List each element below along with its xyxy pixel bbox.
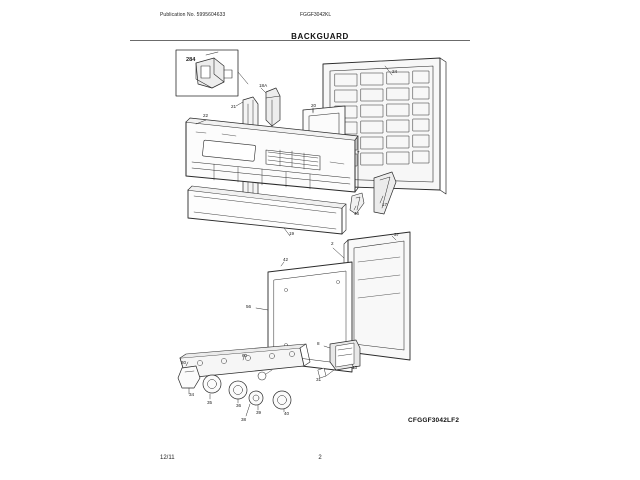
callout-39: 39 xyxy=(256,410,262,415)
callout-37: 37 xyxy=(394,232,400,237)
callout-7: 7 xyxy=(357,150,360,155)
callout-33: 33 xyxy=(352,365,358,370)
diagram-code: CFGGF3042LF2 xyxy=(408,417,460,424)
callout-34: 34 xyxy=(189,392,195,397)
callout-24: 24 xyxy=(392,69,398,74)
callout-60: 60 xyxy=(242,353,248,358)
publication-number: Publication No. 5995604633 xyxy=(160,12,226,18)
callout-36: 36 xyxy=(236,403,242,408)
model-number: FGGF3042KL xyxy=(300,12,332,18)
callout-19: 19 xyxy=(289,231,295,236)
callout-31: 31 xyxy=(316,377,322,382)
callout-2: 2 xyxy=(331,241,334,246)
callout-17: 17 xyxy=(382,202,388,207)
footer-page-number: 2 xyxy=(318,455,322,461)
footer-date: 12/11 xyxy=(160,455,175,461)
callout-38: 38 xyxy=(241,417,247,422)
callout-46: 46 xyxy=(354,211,360,216)
callout-35: 35 xyxy=(207,400,213,405)
callout-30: 30 xyxy=(181,360,187,365)
callout-18A: 18A xyxy=(259,83,268,88)
callout-284: 284 xyxy=(186,57,196,63)
callout-56: 56 xyxy=(246,304,252,309)
callout-40: 40 xyxy=(284,411,290,416)
callout-8: 8 xyxy=(317,341,320,346)
callout-42: 42 xyxy=(283,257,289,262)
page-title: BACKGUARD xyxy=(291,32,349,41)
callout-20: 20 xyxy=(311,103,317,108)
callout-22: 22 xyxy=(203,113,209,118)
callout-21: 21 xyxy=(231,104,237,109)
